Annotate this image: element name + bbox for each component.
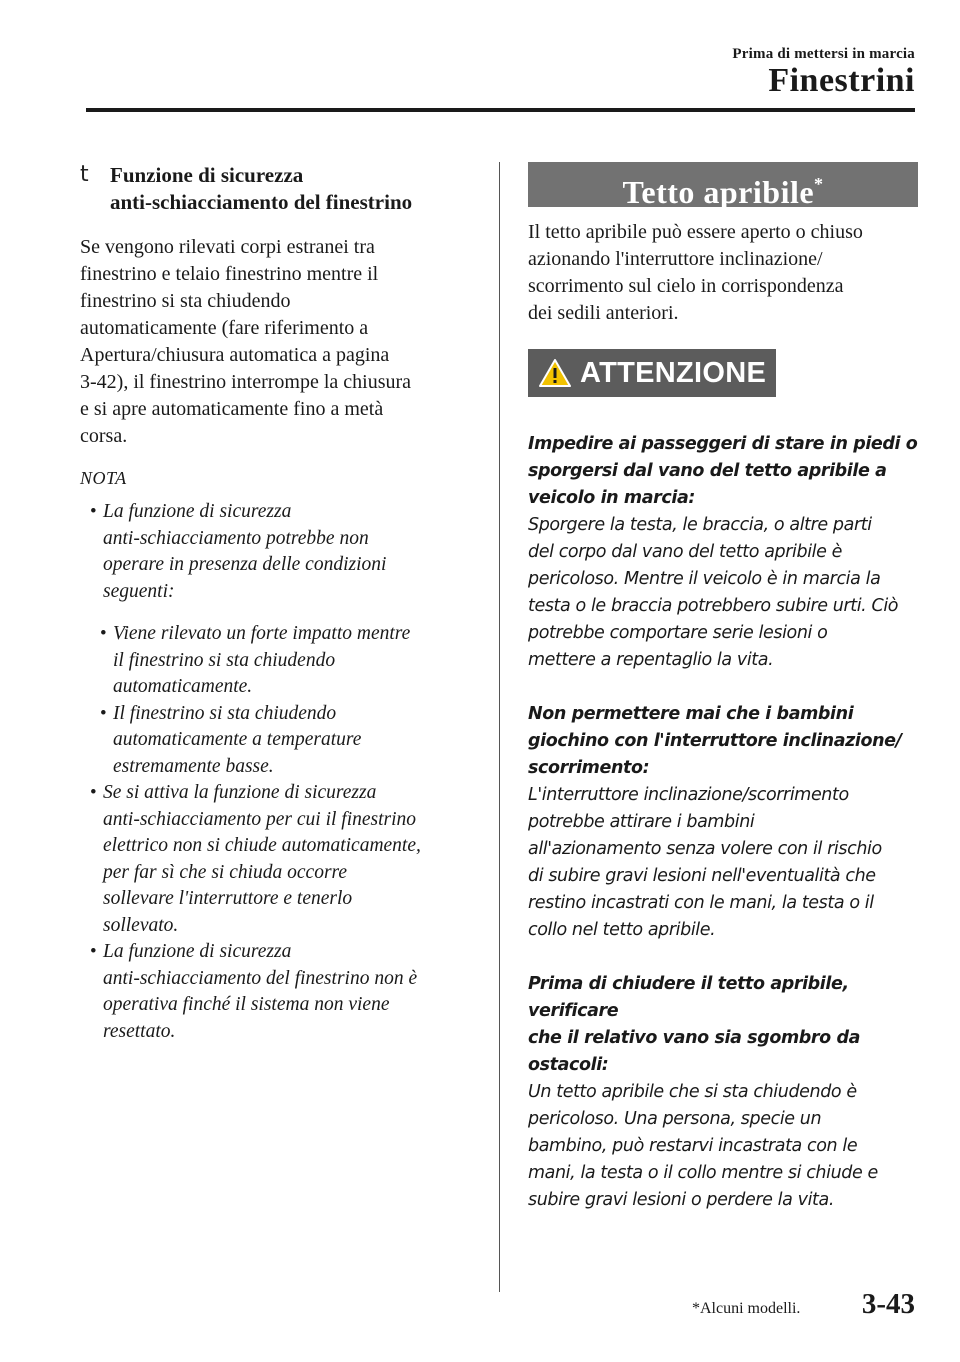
text-line: anti-schiacciamento del finestrino non è xyxy=(103,967,418,989)
warning-body xyxy=(528,512,918,674)
text-line: azionando l'interruttore inclinazione/ xyxy=(528,248,823,270)
section-title-line: Funzione di sicurezza xyxy=(110,163,304,187)
header-section-title: Prima di mettersi in marcia xyxy=(732,46,915,62)
list-item xyxy=(80,939,475,1045)
text-line: corsa. xyxy=(80,425,128,447)
text-line: Apertura/chiusura automatica a pagina xyxy=(80,344,390,366)
text-line: restino incastrati con le mani, la testa o il xyxy=(528,893,874,913)
left-column xyxy=(80,162,475,1045)
text-line: L'interruttore inclinazione/scorrimento xyxy=(528,785,849,805)
text-line: operativa finché il sistema non viene xyxy=(103,994,390,1015)
warning-body xyxy=(528,782,918,944)
bullet-icon: • xyxy=(100,623,107,644)
text-line: anti-schiacciamento per cui il finestrino xyxy=(103,808,417,830)
note-list xyxy=(80,499,475,605)
text-line: pericoloso. Una persona, specie un xyxy=(528,1109,822,1129)
page-number: 3-43 xyxy=(861,1288,915,1320)
text-line: del corpo dal vano del tetto apribile è xyxy=(528,542,843,562)
text-line: giochino con l'interruttore inclinazione/ xyxy=(528,731,902,751)
note-list xyxy=(80,780,475,1045)
section-banner xyxy=(528,162,918,210)
warning-item xyxy=(528,971,918,1214)
text-line: anti-schiacciamento potrebbe non xyxy=(103,527,369,549)
list-item xyxy=(80,701,475,781)
text-line: Il tetto apribile può essere aperto o chiuso xyxy=(528,221,863,243)
list-item xyxy=(80,780,475,939)
text-line: per far sì che si chiuda occorre xyxy=(103,861,348,883)
text-line: all'azionamento senza volere con il rischio xyxy=(528,839,882,859)
section-heading xyxy=(80,162,475,216)
warning-label: ATTENZIONE xyxy=(580,356,767,389)
text-line: e si apre automaticamente fino a metà xyxy=(80,398,384,420)
text-line: scorrimento sul cielo in corrispondenza xyxy=(528,275,844,297)
text-line: Se vengono rilevati corpi estranei tra xyxy=(80,236,375,258)
bullet-icon: • xyxy=(90,941,97,962)
text-line: mettere a repentaglio la vita. xyxy=(528,650,774,670)
header-rule xyxy=(86,108,915,112)
text-line: mani, la testa o il collo mentre si chiude e xyxy=(528,1163,878,1183)
text-line: elettrico non si chiude automaticamente, xyxy=(103,835,421,856)
intro-paragraph xyxy=(80,234,475,450)
text-line: automaticamente a temperature xyxy=(113,729,362,750)
page-title: Finestrini xyxy=(768,62,915,99)
warning-banner xyxy=(528,349,776,397)
text-line: subire gravi lesioni o perdere la vita. xyxy=(528,1190,834,1210)
text-line: Impedire ai passeggeri di stare in piedi o xyxy=(528,434,918,454)
bullet-icon: • xyxy=(90,782,97,803)
text-line: dei sedili anteriori. xyxy=(528,302,679,324)
warning-heading xyxy=(528,431,918,512)
text-line: Sporgere la testa, le braccia, o altre parti xyxy=(528,515,872,535)
text-line: potrebbe comportare serie lesioni o xyxy=(528,623,828,643)
text-line: potrebbe attirare i bambini xyxy=(528,812,755,832)
text-line: Se si attiva la funzione di sicurezza xyxy=(103,782,377,803)
text-line: finestrino si sta chiudendo xyxy=(80,290,291,312)
warning-body xyxy=(528,1079,918,1214)
list-item xyxy=(80,621,475,701)
text-line: collo nel tetto apribile. xyxy=(528,920,716,940)
text-line: ostacoli: xyxy=(528,1055,609,1075)
text-line: pericoloso. Mentre il veicolo è in marcia la xyxy=(528,569,881,589)
list-item xyxy=(80,499,475,605)
text-line: di subire gravi lesioni nell'eventualità che xyxy=(528,866,876,886)
bullet-icon: • xyxy=(100,702,107,724)
text-line: Il finestrino si sta chiudendo xyxy=(113,702,337,724)
sub-note-list xyxy=(80,621,475,780)
text-line: scorrimento: xyxy=(528,758,650,778)
text-line: estremamente basse. xyxy=(113,755,274,777)
footnote: *Alcuni modelli. xyxy=(692,1300,801,1317)
warning-triangle-icon xyxy=(538,358,572,388)
text-line: sollevato. xyxy=(103,914,179,936)
text-line: resettato. xyxy=(103,1020,176,1042)
section-marker-icon: t xyxy=(80,162,89,187)
sunroof-intro xyxy=(528,219,918,327)
bullet-icon: • xyxy=(90,501,97,522)
banner-asterisk: * xyxy=(814,174,824,194)
warning-heading xyxy=(528,971,918,1079)
banner-title: Tetto apribile xyxy=(622,174,815,210)
text-line: 3-42), il finestrino interrompe la chiusura xyxy=(80,371,412,393)
text-line: finestrino e telaio finestrino mentre il xyxy=(80,263,379,285)
text-line: veicolo in marcia: xyxy=(528,488,695,508)
text-line: Prima di chiudere il tetto apribile, verificare xyxy=(528,974,849,1021)
text-line: La funzione di sicurezza xyxy=(103,501,292,522)
text-line: Un tetto apribile che si sta chiudendo è xyxy=(528,1082,857,1102)
text-line: Non permettere mai che i bambini xyxy=(528,704,854,724)
right-column xyxy=(528,162,918,1214)
section-title-line: anti-schiacciamento del finestrino xyxy=(110,190,413,214)
text-line: automaticamente. xyxy=(113,676,253,697)
text-line: bambino, può restarvi incastrata con le xyxy=(528,1136,858,1156)
warning-heading xyxy=(528,701,918,782)
warning-item xyxy=(528,701,918,944)
text-line: il finestrino si sta chiudendo xyxy=(113,649,336,671)
text-line: sollevare l'interruttore e tenerlo xyxy=(103,888,353,909)
text-line: Viene rilevato un forte impatto mentre xyxy=(113,623,411,644)
text-line: che il relativo vano sia sgombro da xyxy=(528,1028,860,1048)
text-line: La funzione di sicurezza xyxy=(103,941,292,962)
text-line: seguenti: xyxy=(103,580,175,602)
warning-item xyxy=(528,431,918,674)
note-label: NOTA xyxy=(80,468,127,488)
section-title xyxy=(110,162,412,216)
text-line: testa o le braccia potrebbero subire urti. Ciò xyxy=(528,596,899,616)
text-line: automaticamente (fare riferimento a xyxy=(80,317,369,339)
text-line: operare in presenza delle condizioni xyxy=(103,554,387,575)
text-line: sporgersi dal vano del tetto apribile a xyxy=(528,461,887,481)
column-divider xyxy=(499,162,500,1292)
